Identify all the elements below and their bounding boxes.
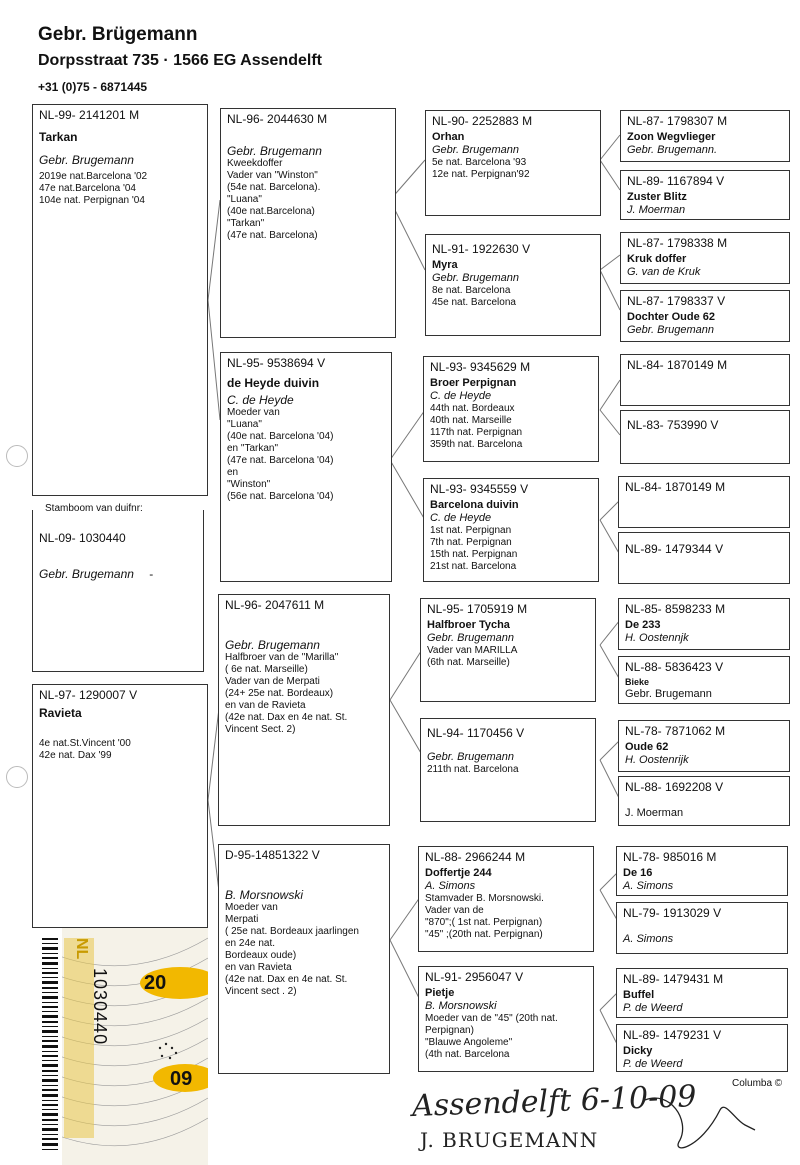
ring-number: D-95-14851322 V (225, 848, 320, 862)
result-line: Moeder van de "45" (20th nat. (425, 1013, 558, 1024)
subject-dash: - (149, 567, 154, 581)
result-line: Stamvader B. Morsnowski. (425, 893, 544, 904)
ring-number: NL-89- 1479344 V (625, 542, 724, 556)
connector-line (390, 460, 425, 520)
gen4-box-11 (618, 720, 790, 772)
result-line: Vincent Sect. 2) (225, 724, 296, 735)
result-line: 8e nat. Barcelona (432, 285, 511, 296)
gen4-box-10 (618, 656, 790, 704)
results-list (225, 902, 383, 998)
result-line: (40e nat.Barcelona) (227, 206, 315, 217)
result-line: Merpati (225, 914, 259, 925)
pigeon-name: Zoon Wegvlieger (627, 131, 716, 143)
breeder-address: Dorpsstraat 735 · 1566 EG Assendelft (38, 52, 322, 69)
ring-number: NL-78- 985016 M (623, 850, 717, 864)
breeder-label: B. Morsnowski (425, 1000, 497, 1012)
result-line: 2019e nat.Barcelona '02 (39, 171, 148, 182)
result-line: "Luana" (227, 419, 262, 430)
breeder-label: Gebr. Brugemann (625, 688, 712, 700)
gen2-box-1 (220, 108, 396, 338)
result-line: 44th nat. Bordeaux (430, 403, 515, 414)
card-year-left: 20 (144, 972, 167, 994)
breeder-label: Gebr. Brugemann (39, 153, 134, 167)
ring-number: NL-88- 5836423 V (625, 660, 724, 674)
breeder-label: Gebr. Brugemann (225, 638, 320, 652)
result-line: Vader van MARILLA (427, 645, 518, 656)
results-list (227, 407, 385, 503)
ring-number: NL-94- 1170456 V (427, 726, 525, 740)
result-line: Halfbroer van de "Marilla" (225, 652, 339, 663)
gen3-box-7 (418, 846, 594, 952)
breeder-label: Gebr. Brugemann (427, 751, 515, 763)
signature-place-date: Assendelft 6-10-09 (411, 1079, 698, 1124)
results-list (39, 171, 201, 207)
subject-caption: Stamboom van duifnr: (45, 503, 143, 514)
connector-line (600, 760, 620, 800)
breeder-label: C. de Heyde (430, 390, 492, 402)
pigeon-name: Pietje (425, 987, 455, 999)
connector-line (600, 520, 620, 555)
ring-number: NL-89- 1167894 V (627, 174, 725, 188)
results-list (225, 652, 383, 736)
gen3-box-6 (420, 718, 596, 822)
pigeon-name: Dicky (623, 1045, 653, 1057)
result-line: 1st nat. Perpignan (430, 525, 512, 536)
ring-number: NL-95- 9538694 V (227, 356, 326, 370)
mother-box (32, 684, 208, 928)
ring-card (40, 928, 208, 1165)
subject-breeder: Gebr. Brugemann - (39, 567, 154, 581)
connector-line (390, 410, 425, 460)
gen4-box-15 (616, 968, 788, 1018)
breeder-label: A. Simons (623, 880, 674, 892)
result-line: "45" ;(20th nat. Perpignan) (425, 929, 543, 940)
result-line: Moeder van (227, 407, 280, 418)
ring-number: NL-89- 1479431 M (623, 972, 724, 986)
ring-number: NL-95- 1705919 M (427, 602, 528, 616)
breeder-label: B. Morsnowski (225, 888, 304, 902)
connector-line (600, 500, 620, 520)
result-line: (4th nat. Barcelona (425, 1049, 510, 1060)
connector-line (600, 380, 620, 410)
result-line: Perpignan) (425, 1025, 474, 1036)
pigeon-name: Doffertje 244 (425, 867, 492, 879)
connector-line (208, 300, 220, 420)
result-line: (40e nat. Barcelona '04) (227, 431, 334, 442)
result-line: "Winston" (227, 479, 271, 490)
result-line: (47e nat. Barcelona '04) (227, 455, 334, 466)
breeder-label: Gebr. Brugemann (227, 144, 322, 158)
breeder-label: P. de Weerd (623, 1002, 683, 1014)
breeder-phone: +31 (0)75 - 6871445 (38, 80, 148, 94)
gen3-box-2 (425, 234, 601, 336)
gen4-box-5 (620, 354, 790, 406)
gen3-box-1 (425, 110, 601, 216)
card-year-right: 09 (170, 1068, 193, 1090)
pigeon-name: Zuster Blitz (627, 191, 687, 203)
result-line: Vincent sect . 2) (225, 986, 297, 997)
gen3-box-5 (420, 598, 596, 702)
father-box (32, 104, 208, 496)
gen4-box-1 (620, 110, 790, 162)
result-line: Vader van de Merpati (225, 676, 320, 687)
pigeon-name: Orhan (432, 131, 465, 143)
ring-number: NL-79- 1913029 V (623, 906, 722, 920)
result-line: en "Tarkan" (227, 443, 279, 454)
ring-number: NL-97- 1290007 V (39, 688, 138, 702)
punch-hole-bottom (6, 766, 28, 788)
gen3-box-3 (423, 356, 599, 462)
result-line: "Tarkan" (227, 218, 265, 229)
gen4-box-6 (620, 410, 790, 464)
result-line: 211th nat. Barcelona (427, 764, 519, 775)
gen2-box-4 (218, 844, 390, 1074)
gen3-box-4 (423, 478, 599, 582)
ring-number: NL-87- 1798337 V (627, 294, 726, 308)
ring-number: NL-93- 9345559 V (430, 482, 529, 496)
ring-number: NL-84- 1870149 M (625, 480, 726, 494)
pigeon-name: De 16 (623, 867, 653, 879)
results-list (39, 738, 201, 762)
breeder-label: Gebr. Brugemann. (627, 144, 718, 156)
ring-number: NL-87- 1798307 M (627, 114, 728, 128)
breeder-label: Gebr. Brugemann (627, 324, 715, 336)
breeder-label: J. Moerman (627, 204, 686, 216)
result-line: ( 6e nat. Marseille) (225, 664, 308, 675)
pigeon-name: Oude 62 (625, 741, 669, 753)
result-line: ( 25e nat. Bordeaux jaarlingen (225, 926, 359, 937)
ring-number: NL-96- 2047611 M (225, 598, 325, 612)
breeder-label: C. de Heyde (430, 512, 492, 524)
pigeon-name: Broer Perpignan (430, 377, 517, 389)
subject-ring: NL-09- 1030440 (39, 531, 126, 545)
result-line: 5e nat. Barcelona '93 (432, 157, 527, 168)
ring-number: NL-91- 2956047 V (425, 970, 524, 984)
result-line: 45e nat. Barcelona (432, 297, 516, 308)
card-ring-number: 1030440 (90, 968, 110, 1046)
ring-number: NL-90- 2252883 M (432, 114, 533, 128)
result-line: 359th nat. Barcelona (430, 439, 523, 450)
gen4-box-16 (616, 1024, 788, 1072)
result-line: "870";( 1st nat. Perpignan) (425, 917, 543, 928)
result-line: 15th nat. Perpignan (430, 549, 518, 560)
result-line: "Luana" (227, 194, 262, 205)
gen4-box-7 (618, 476, 790, 528)
card-country: NL (73, 938, 90, 960)
connector-line (600, 160, 620, 190)
card-pattern (40, 928, 208, 1165)
result-line: 7th nat. Perpignan (430, 537, 512, 548)
result-line: (54e nat. Barcelona). (227, 182, 321, 193)
result-line: en (227, 467, 239, 478)
ring-number: NL-88- 1692208 V (625, 780, 724, 794)
result-line: (47e nat. Barcelona) (227, 230, 318, 241)
ring-number: NL-93- 9345629 M (430, 360, 531, 374)
pigeon-name: Tarkan (39, 130, 78, 144)
pigeon-name: Kruk doffer (627, 253, 687, 265)
connector-line (600, 270, 620, 310)
result-line: (6th nat. Marseille) (427, 657, 510, 668)
pigeon-name: Buffel (623, 989, 655, 1001)
signature-scribble (640, 1080, 760, 1160)
connector-line (600, 410, 620, 435)
result-line: en van Ravieta (225, 962, 292, 973)
breeder-label: A. Simons (425, 880, 476, 892)
gen4-box-14 (616, 902, 788, 954)
result-line: 40th nat. Marseille (430, 415, 512, 426)
result-line: 47e nat.Barcelona '04 (39, 183, 136, 194)
result-line: 12e nat. Perpignan'92 (432, 169, 530, 180)
result-line: Vader van de (425, 905, 484, 916)
ring-number: NL-96- 2044630 M (227, 112, 328, 126)
result-line: (42e nat. Dax en 4e nat. St. (225, 712, 348, 723)
ring-number: NL-83- 753990 V (627, 418, 719, 432)
gen2-box-3 (218, 594, 390, 826)
result-line: Kweekdoffer (227, 158, 283, 169)
result-line: (42e nat. Dax en 4e nat. St. (225, 974, 348, 985)
connector-line (600, 740, 620, 760)
connector-line (208, 200, 220, 300)
connector-line (600, 645, 620, 680)
breeder-label: P. de Weerd (623, 1058, 683, 1070)
result-line: Moeder van (225, 902, 278, 913)
brand-label: Columba © (732, 1078, 783, 1089)
breeder-label: C. de Heyde (227, 393, 294, 407)
results-list (227, 158, 389, 242)
subject-box (32, 503, 204, 672)
ring-number: NL-99- 2141201 M (39, 108, 140, 122)
ring-number: NL-85- 8598233 M (625, 602, 726, 616)
breeder-label: G. van de Kruk (627, 266, 701, 278)
breeder-label: H. Oostennjk (625, 632, 689, 644)
gen4-box-12 (618, 776, 790, 826)
ring-number: NL-78- 7871062 M (625, 724, 726, 738)
breeder-label: Gebr. Brugemann (427, 632, 515, 644)
breeder-label: Gebr. Brugemann (432, 144, 520, 156)
connector-line (600, 255, 620, 270)
pigeon-name: Bieke (625, 677, 650, 687)
signature-name: J. BRUGEMANN (420, 1128, 599, 1152)
result-line: Vader van "Winston" (227, 170, 318, 181)
connector-line (600, 135, 620, 160)
result-line: (24+ 25e nat. Bordeaux) (225, 688, 334, 699)
result-line: 104e nat. Perpignan '04 (39, 195, 145, 206)
result-line: 21st nat. Barcelona (430, 561, 517, 572)
pigeon-name: Barcelona duivin (430, 499, 519, 511)
gen4-box-13 (616, 846, 788, 896)
pigeon-name: Halfbroer Tycha (427, 619, 510, 631)
ring-number: NL-87- 1798338 M (627, 236, 728, 250)
breeder-label: J. Moerman (625, 807, 684, 819)
result-line: 117th nat. Perpignan (430, 427, 523, 438)
result-line: (56e nat. Barcelona '04) (227, 491, 334, 502)
ring-number: NL-88- 2966244 M (425, 850, 526, 864)
pigeon-name: Ravieta (39, 706, 82, 720)
pigeon-name: Myra (432, 259, 458, 271)
ring-number: NL-84- 1870149 M (627, 358, 728, 372)
breeder-name: Gebr. Brügemann (38, 24, 198, 45)
result-line: en van de Ravieta (225, 700, 306, 711)
gen4-box-9 (618, 598, 790, 650)
breeder-label: H. Oostenrijk (625, 754, 689, 766)
pigeon-name: De 233 (625, 619, 661, 631)
connector-line (600, 620, 620, 645)
ring-number: NL-91- 1922630 V (432, 242, 531, 256)
result-line: 42e nat. Dax '99 (39, 750, 112, 761)
breeder-label: Gebr. Brugemann (432, 272, 520, 284)
gen4-box-4 (620, 290, 790, 342)
ring-number: NL-89- 1479231 V (623, 1028, 722, 1042)
pigeon-name: Dochter Oude 62 (627, 311, 716, 323)
gen2-box-2 (220, 352, 392, 582)
gen4-box-2 (620, 170, 790, 220)
gen3-box-8 (418, 966, 594, 1072)
pigeon-name: de Heyde duivin (227, 376, 320, 390)
result-line: "Blauwe Angoleme" (425, 1037, 513, 1048)
breeder-label: A. Simons (623, 933, 674, 945)
punch-hole-top (6, 445, 28, 467)
gen4-box-8 (618, 532, 790, 584)
gen4-box-3 (620, 232, 790, 284)
result-line: 4e nat.St.Vincent '00 (39, 738, 131, 749)
result-line: Bordeaux oude) (225, 950, 297, 961)
result-line: en 24e nat. (225, 938, 276, 949)
